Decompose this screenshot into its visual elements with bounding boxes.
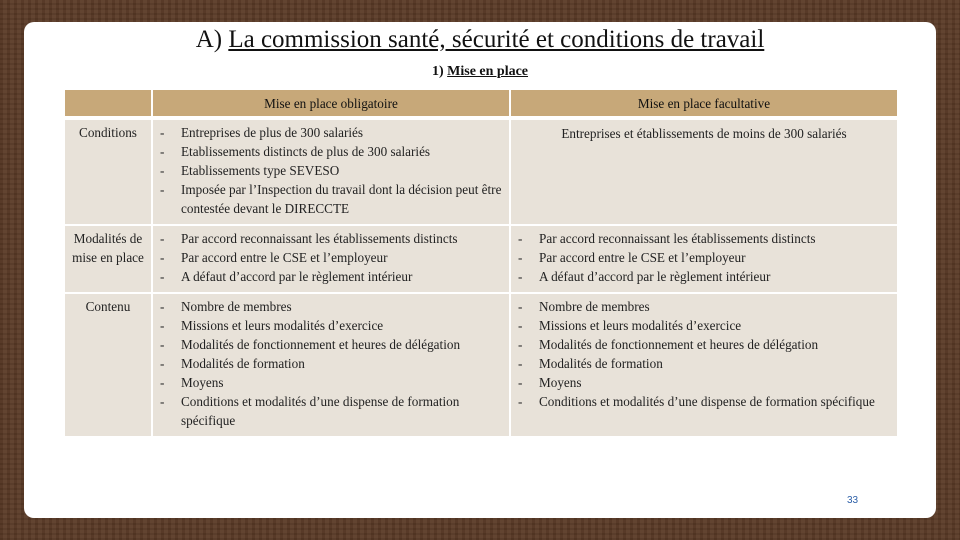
row-label: Contenu — [65, 293, 152, 437]
title-main: La commission santé, sécurité et conditions de travail — [228, 26, 765, 53]
list-item: - A défaut d’accord par le règlement intérieur — [515, 267, 893, 286]
table-row — [65, 225, 897, 293]
subtitle-prefix: 1) — [431, 64, 448, 79]
list-item: - Entreprises de plus de 300 salariés — [157, 123, 505, 142]
list-item: - Conditions et modalités d’une dispense de formation spécifique — [515, 392, 893, 411]
list-item: - Modalités de formation — [515, 354, 893, 373]
list-item: - Missions et leurs modalités d’exercice — [515, 316, 893, 335]
list-item: - Moyens — [157, 373, 505, 392]
table-header-row — [65, 90, 897, 118]
list-item: - Par accord entre le CSE et l’employeur — [515, 248, 893, 267]
row-label: Modalités de mise en place — [65, 225, 152, 293]
list-item: - Nombre de membres — [515, 297, 893, 316]
list-item: - Etablissements type SEVESO — [157, 161, 505, 180]
list-item: - Imposée par l’Inspection du travail dont la décision peut être contestée devant le DIRECCTE — [157, 180, 505, 218]
table-row — [65, 118, 897, 225]
header-cell-obligatoire: Mise en place obligatoire — [152, 90, 510, 118]
bullet-list — [157, 123, 505, 218]
cell-facultative — [510, 225, 897, 293]
bullet-list — [515, 297, 893, 411]
cell-text: Entreprises et établissements de moins de 300 salariés — [561, 126, 847, 141]
slide-title — [24, 26, 936, 54]
header-cell-empty — [65, 90, 152, 118]
header-cell-facultative: Mise en place facultative — [510, 90, 897, 118]
bullet-list — [157, 229, 505, 286]
cell-facultative — [510, 293, 897, 437]
list-item: - A défaut d’accord par le règlement intérieur — [157, 267, 505, 286]
cell-obligatoire — [152, 225, 510, 293]
comparison-table — [65, 90, 897, 438]
cell-obligatoire — [152, 293, 510, 437]
table-row — [65, 293, 897, 437]
bullet-list — [515, 229, 893, 286]
row-label: Conditions — [65, 118, 152, 225]
list-item: - Par accord reconnaissant les établissements distincts — [157, 229, 505, 248]
title-prefix: A) — [195, 26, 229, 53]
list-item: - Nombre de membres — [157, 297, 505, 316]
list-item: - Par accord reconnaissant les établissements distincts — [515, 229, 893, 248]
list-item: - Modalités de formation — [157, 354, 505, 373]
bullet-list — [157, 297, 505, 430]
slide-subtitle — [24, 64, 936, 80]
list-item: - Conditions et modalités d’une dispense de formation spécifique — [157, 392, 505, 430]
cell-obligatoire — [152, 118, 510, 225]
list-item: - Missions et leurs modalités d’exercice — [157, 316, 505, 335]
slide — [24, 22, 936, 518]
list-item: - Moyens — [515, 373, 893, 392]
subtitle-main: Mise en place — [447, 64, 529, 79]
list-item: - Modalités de fonctionnement et heures de délégation — [515, 335, 893, 354]
page-number: 33 — [847, 495, 859, 506]
list-item: - Par accord entre le CSE et l’employeur — [157, 248, 505, 267]
list-item: - Modalités de fonctionnement et heures de délégation — [157, 335, 505, 354]
list-item: - Etablissements distincts de plus de 300 salariés — [157, 142, 505, 161]
cell-facultative — [510, 118, 897, 225]
